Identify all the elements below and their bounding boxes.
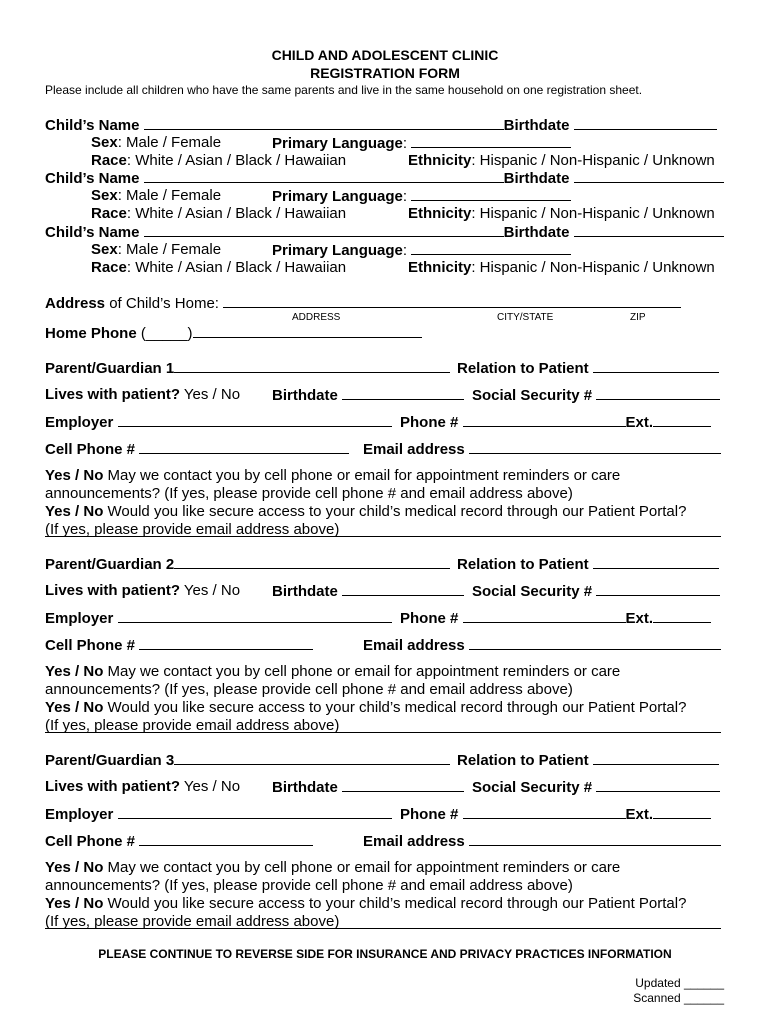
child-birthdate-field[interactable] [574,223,724,237]
guardian-row [45,359,450,378]
lives-with-label: Lives with patient? [45,582,181,599]
portal-yes-no[interactable]: Yes / No [45,503,104,520]
guardian-birthdate-row [272,582,464,601]
ext-label: Ext [625,414,649,431]
ext-label: Ext [625,806,649,823]
contact-text: May we contact you by cell phone or email for appointment reminders or care [103,467,621,484]
primary-language-label: Primary Language [272,242,403,259]
employer-label: Employer [45,806,114,823]
employer-row [45,413,392,432]
ethnicity-label: Ethnicity [408,205,472,222]
ext-label: Ext [625,610,649,627]
race-label: Race [91,259,127,276]
cell-phone-row [45,440,349,459]
address-label-rest: of Child’s Home: [105,295,219,312]
contact-consent-row-2 [45,681,573,699]
contact-text: May we contact you by cell phone or email for appointment reminders or care [103,663,621,680]
email-field[interactable] [469,832,721,846]
sex-options[interactable]: : Male / Female [117,134,222,151]
guardian-birthdate-field[interactable] [342,386,464,400]
contact-consent-row-2 [45,877,573,895]
email-row [363,636,721,655]
primary-language-label: Primary Language [272,135,403,152]
child-birthdate-field[interactable] [574,116,717,130]
guardian-birthdate-row [272,386,464,405]
portal-text-2: (If yes, please provide email address above) [45,521,340,538]
child-name-row [45,223,724,242]
email-field[interactable] [469,440,721,454]
email-row [363,440,721,459]
contact-text: May we contact you by cell phone or email for appointment reminders or care [103,859,621,876]
guardian-birthdate-label: Birthdate [272,387,338,404]
portal-text-2: (If yes, please provide email address above) [45,913,340,930]
employer-phone-label: Phone # [400,610,459,627]
portal-text-2: (If yes, please provide email address above) [45,717,340,734]
ssn-field[interactable] [596,778,720,792]
child-name-label: Child’s Name [45,117,140,134]
child-name-row [45,116,717,135]
scanned-label: Scanned ______ [633,991,724,1005]
employer-row [45,805,392,824]
primary-language-field[interactable] [411,187,571,201]
ssn-label: Social Security # [472,583,593,600]
contact-yes-no[interactable]: Yes / No [45,859,104,876]
child-language-row: Primary Language: [272,134,571,153]
cell-phone-label: Cell Phone # [45,637,136,654]
guardian-birthdate-label: Birthdate [272,779,338,796]
ethnicity-options[interactable]: : Hispanic / Non-Hispanic / Unknown [471,152,715,169]
cell-phone-row [45,832,313,851]
child-race-row [91,259,346,277]
relation-label: Relation to Patient [457,556,589,573]
ssn-row [472,386,720,405]
child-birthdate-label: Birthdate [503,117,570,134]
child-name-field[interactable] [144,169,504,183]
employer-phone-field[interactable] [463,413,626,427]
lives-with-label: Lives with patient? [45,386,181,403]
guardian-name-field[interactable] [174,555,450,569]
relation-row [457,359,719,378]
guardian-label: Parent/Guardian 2 [45,556,175,573]
email-field[interactable] [469,636,721,650]
relation-field[interactable] [593,751,719,765]
cell-phone-field[interactable] [139,440,349,454]
ethnicity-label: Ethnicity [408,259,472,276]
contact-consent-row [45,663,620,681]
contact-yes-no[interactable]: Yes / No [45,467,104,484]
employer-field[interactable] [118,609,392,623]
home-phone-row [45,324,422,343]
address-row [45,294,681,313]
lives-with-row [45,386,240,404]
guardian-label: Parent/Guardian 1 [45,360,175,377]
intro-text: Please include all children who have the same parents and live in the same household on one registration sheet. [45,83,643,97]
ext-field[interactable] [653,413,711,427]
contact-consent-row [45,859,620,877]
employer-phone-field[interactable] [463,609,626,623]
cell-phone-field[interactable] [139,832,313,846]
race-options[interactable]: : White / Asian / Black / Hawaiian [126,152,347,169]
child-name-row [45,169,724,188]
employer-phone-row: Phone # Ext. [400,805,711,824]
employer-field[interactable] [118,805,392,819]
portal-row-2 [45,717,721,733]
contact-consent-row [45,467,620,485]
guardian-name-field[interactable] [174,751,450,765]
email-label: Email address [363,441,465,458]
zip-sub-label: ZIP [630,312,646,323]
ssn-row [472,778,720,797]
home-phone-field[interactable] [193,324,422,338]
sex-label: Sex [91,187,118,204]
cell-phone-field[interactable] [139,636,313,650]
contact-consent-row-2 [45,485,573,503]
primary-language-field[interactable] [411,134,571,148]
guardian-name-field[interactable] [174,359,450,373]
updated-label: Updated ______ [635,976,724,990]
child-birthdate-label: Birthdate [503,170,570,187]
child-race-row [91,152,346,170]
child-birthdate-field[interactable] [574,169,724,183]
contact-text-2: announcements? (If yes, please provide cell phone # and email address above) [45,681,573,698]
footer-notice: PLEASE CONTINUE TO REVERSE SIDE FOR INSURANCE AND PRIVACY PRACTICES INFORMATION [98,947,672,961]
lives-with-row [45,582,240,600]
guardian-birthdate-label: Birthdate [272,583,338,600]
child-name-field[interactable] [144,116,504,130]
portal-row-2 [45,913,721,929]
child-name-label: Child’s Name [45,170,140,187]
lives-with-options[interactable]: Yes / No [180,582,241,599]
employer-phone-field[interactable] [463,805,626,819]
employer-phone-row: Phone # Ext. [400,413,711,432]
ssn-label: Social Security # [472,779,593,796]
guardian-row [45,555,450,574]
employer-phone-label: Phone # [400,414,459,431]
ext-field[interactable] [653,609,711,623]
race-options[interactable]: : White / Asian / Black / Hawaiian [126,205,347,222]
sex-options[interactable]: : Male / Female [117,187,222,204]
employer-label: Employer [45,610,114,627]
form-title-line1: CHILD AND ADOLESCENT CLINIC [271,47,499,63]
employer-row [45,609,392,628]
address-sub-label: ADDRESS [292,312,341,323]
guardian-birthdate-field[interactable] [342,582,464,596]
form-title-line2: REGISTRATION FORM [310,65,460,81]
lives-with-options[interactable]: Yes / No [180,778,241,795]
relation-row [457,555,719,574]
employer-phone-label: Phone # [400,806,459,823]
relation-row [457,751,719,770]
guardian-birthdate-field[interactable] [342,778,464,792]
employer-label: Employer [45,414,114,431]
portal-row [45,699,686,717]
home-phone-paren: (_____) [136,325,193,342]
guardian-row [45,751,450,770]
lives-with-row [45,778,240,796]
guardian-label: Parent/Guardian 3 [45,752,175,769]
portal-yes-no[interactable]: Yes / No [45,699,104,716]
city-state-sub-label: CITY/STATE [497,312,554,323]
child-sex-row [91,187,221,205]
address-label: Address [45,295,106,312]
child-sex-row [91,134,221,152]
lives-with-label: Lives with patient? [45,778,181,795]
guardian-birthdate-row [272,778,464,797]
child-language-row: Primary Language: [272,241,571,260]
relation-label: Relation to Patient [457,360,589,377]
ethnicity-label: Ethnicity [408,152,472,169]
lives-with-options[interactable]: Yes / No [180,386,241,403]
contact-text-2: announcements? (If yes, please provide cell phone # and email address above) [45,877,573,894]
email-label: Email address [363,637,465,654]
child-ethnicity-row [408,259,715,277]
email-label: Email address [363,833,465,850]
child-ethnicity-row [408,205,715,223]
portal-text: Would you like secure access to your child’s medical record through our Patient Portal? [103,895,687,912]
cell-phone-label: Cell Phone # [45,833,136,850]
ethnicity-options[interactable]: : Hispanic / Non-Hispanic / Unknown [471,259,715,276]
ssn-field[interactable] [596,386,720,400]
child-sex-row [91,241,221,259]
primary-language-field[interactable] [411,241,571,255]
child-name-label: Child’s Name [45,224,140,241]
ssn-label: Social Security # [472,387,593,404]
primary-language-label: Primary Language [272,188,403,205]
address-field[interactable] [223,294,681,308]
sex-options[interactable]: : Male / Female [117,241,222,258]
race-label: Race [91,152,127,169]
portal-row [45,895,686,913]
portal-row [45,503,686,521]
relation-field[interactable] [593,359,719,373]
child-ethnicity-row [408,152,715,170]
portal-text: Would you like secure access to your child’s medical record through our Patient Portal? [103,503,687,520]
portal-row-2 [45,521,721,537]
relation-field[interactable] [593,555,719,569]
cell-phone-label: Cell Phone # [45,441,136,458]
child-race-row [91,205,346,223]
employer-phone-row: Phone # Ext. [400,609,711,628]
portal-text: Would you like secure access to your child’s medical record through our Patient Portal? [103,699,687,716]
race-options[interactable]: : White / Asian / Black / Hawaiian [126,259,347,276]
ext-field[interactable] [653,805,711,819]
email-row [363,832,721,851]
child-birthdate-label: Birthdate [503,224,570,241]
race-label: Race [91,205,127,222]
home-phone-label: Home Phone [45,325,137,342]
contact-text-2: announcements? (If yes, please provide cell phone # and email address above) [45,485,573,502]
contact-yes-no[interactable]: Yes / No [45,663,104,680]
relation-label: Relation to Patient [457,752,589,769]
ethnicity-options[interactable]: : Hispanic / Non-Hispanic / Unknown [471,205,715,222]
child-language-row: Primary Language: [272,187,571,206]
ssn-row [472,582,720,601]
employer-field[interactable] [118,413,392,427]
cell-phone-row [45,636,313,655]
portal-yes-no[interactable]: Yes / No [45,895,104,912]
sex-label: Sex [91,134,118,151]
child-name-field[interactable] [144,223,504,237]
sex-label: Sex [91,241,118,258]
ssn-field[interactable] [596,582,720,596]
